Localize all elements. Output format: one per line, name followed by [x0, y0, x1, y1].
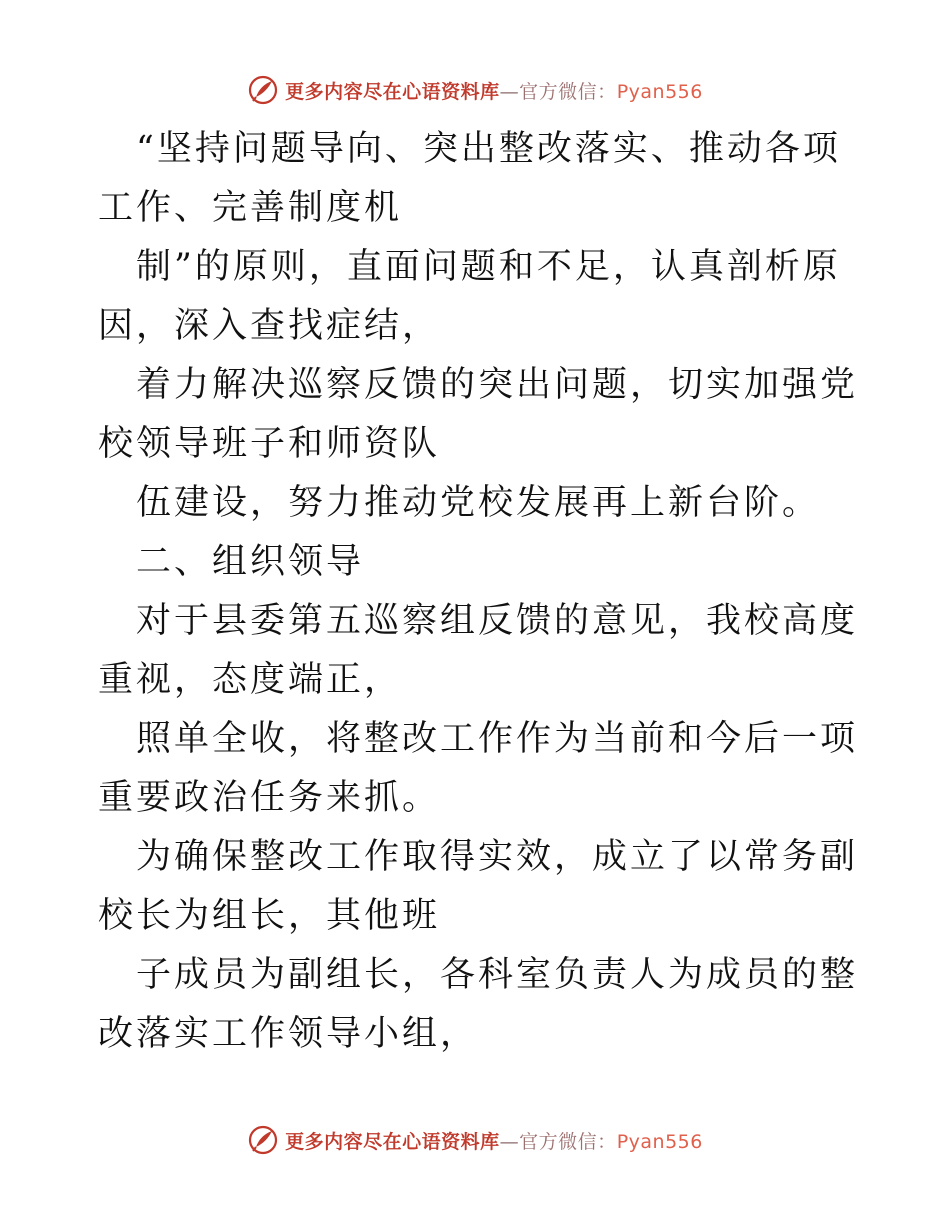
watermark-account: Pyan556 — [616, 80, 703, 103]
paragraph: 制”的原则，直面问题和不足，认真剖析原因，深入查找症结， — [98, 247, 841, 346]
watermark-label: 官方微信： — [519, 80, 617, 103]
watermark-site-text: 更多内容尽在心语资料库 — [285, 80, 500, 103]
paragraph: 照单全收，将整改工作作为当前和今后一项重要政治任务来抓。 — [98, 719, 859, 818]
watermark-separator: — — [499, 80, 520, 103]
paragraph: 子成员为副组长，各科室负责人为成员的整改落实工作领导小组， — [98, 955, 859, 1054]
watermark-account: Pyan556 — [616, 1130, 703, 1153]
watermark-text — [285, 1127, 703, 1154]
paragraph: “坚持问题导向、突出整改落实、推动各项工作、完善制度机 — [98, 129, 841, 228]
section-heading: 二、组织领导 — [136, 542, 365, 582]
paragraph: 着力解决巡察反馈的突出问题，切实加强党校领导班子和师资队 — [98, 365, 859, 464]
watermark-text — [285, 77, 703, 104]
watermark-separator: — — [499, 1130, 520, 1153]
paragraph: 对于县委第五巡察组反馈的意见，我校高度重视，态度端正， — [98, 601, 859, 700]
document-body — [98, 120, 858, 1064]
paragraph: 伍建设，努力推动党校发展再上新台阶。 — [136, 483, 821, 523]
watermark-label: 官方微信： — [519, 1130, 617, 1153]
watermark-site-text: 更多内容尽在心语资料库 — [285, 1130, 500, 1153]
feather-pen-icon — [247, 1124, 279, 1156]
footer-watermark — [0, 1120, 950, 1160]
feather-pen-icon — [247, 74, 279, 106]
paragraph: 为确保整改工作取得实效，成立了以常务副校长为组长，其他班 — [98, 837, 859, 936]
header-watermark — [0, 70, 950, 110]
